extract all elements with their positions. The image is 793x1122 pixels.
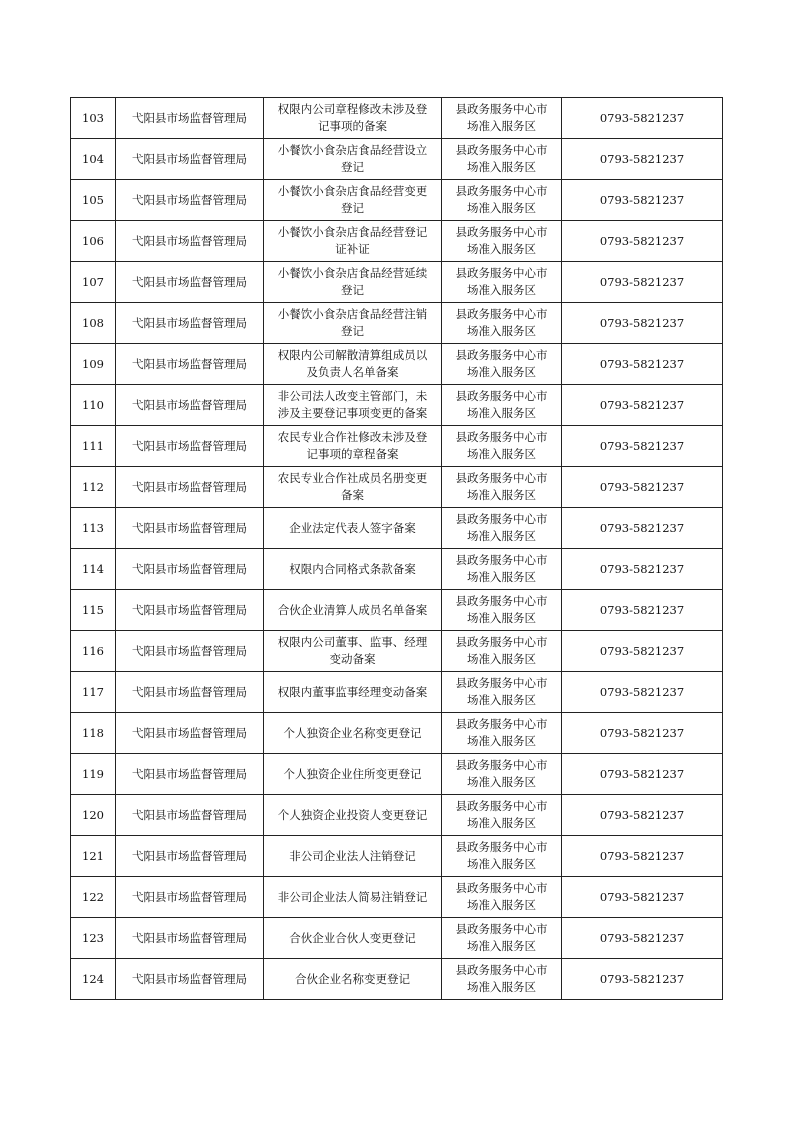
- row-number: [71, 918, 116, 959]
- service-location-cell-text: 县政务服务中心市场准入服务区: [455, 881, 548, 912]
- service-item-cell-text: 小餐饮小食杂店食品经营变更登记: [277, 184, 428, 215]
- table-row: [71, 672, 723, 713]
- department-cell: [116, 959, 264, 1000]
- phone-cell-text: 0793-5821237: [599, 356, 685, 371]
- service-location-cell-text: 县政务服务中心市场准入服务区: [455, 922, 548, 953]
- row-number: [71, 754, 116, 795]
- department-cell-text: 弋阳县市场监督管理局: [132, 315, 247, 330]
- phone-cell-text: 0793-5821237: [599, 889, 685, 904]
- service-location-cell: [442, 262, 562, 303]
- service-location-cell: [442, 508, 562, 549]
- department-cell: [116, 549, 264, 590]
- row-number: [71, 713, 116, 754]
- department-cell-text: 弋阳县市场监督管理局: [132, 520, 247, 535]
- service-item-cell-text: 农民专业合作社成员名册变更备案: [277, 471, 428, 502]
- row-number-text: 103: [82, 110, 104, 125]
- table-row: [71, 877, 723, 918]
- service-item-cell-text: 非公司法人改变主管部门，未涉及主要登记事项变更的备案: [277, 389, 428, 420]
- phone-cell: [562, 98, 723, 139]
- phone-cell-text: 0793-5821237: [599, 684, 685, 699]
- row-number: [71, 877, 116, 918]
- department-cell: [116, 590, 264, 631]
- table-row: [71, 180, 723, 221]
- table-row: [71, 344, 723, 385]
- phone-cell-text: 0793-5821237: [599, 438, 685, 453]
- row-number: [71, 385, 116, 426]
- service-item-cell-text: 小餐饮小食杂店食品经营设立登记: [277, 143, 428, 174]
- service-location-cell: [442, 877, 562, 918]
- department-cell: [116, 467, 264, 508]
- phone-cell: [562, 303, 723, 344]
- department-cell-text: 弋阳县市场监督管理局: [132, 725, 247, 740]
- service-location-cell-text: 县政务服务中心市场准入服务区: [455, 225, 548, 256]
- department-cell: [116, 139, 264, 180]
- service-location-cell: [442, 959, 562, 1000]
- service-item-cell-text: 小餐饮小食杂店食品经营注销登记: [277, 307, 428, 338]
- phone-cell: [562, 221, 723, 262]
- table-row: [71, 98, 723, 139]
- department-cell-text: 弋阳县市场监督管理局: [132, 889, 247, 904]
- department-cell-text: 弋阳县市场监督管理局: [132, 643, 247, 658]
- department-cell-text: 弋阳县市场监督管理局: [132, 602, 247, 617]
- row-number-text: 123: [82, 930, 104, 945]
- row-number: [71, 139, 116, 180]
- service-location-cell: [442, 139, 562, 180]
- service-location-cell-text: 县政务服务中心市场准入服务区: [455, 635, 548, 666]
- service-item-cell-text: 权限内公司章程修改未涉及登记事项的备案: [277, 102, 428, 133]
- service-item-cell-text: 权限内董事监事经理变动备案: [277, 684, 428, 699]
- phone-cell: [562, 672, 723, 713]
- service-location-cell: [442, 836, 562, 877]
- service-item-cell: [264, 467, 442, 508]
- table-row: [71, 713, 723, 754]
- department-cell-text: 弋阳县市场监督管理局: [132, 930, 247, 945]
- service-item-cell: [264, 139, 442, 180]
- department-cell: [116, 98, 264, 139]
- department-cell-text: 弋阳县市场监督管理局: [132, 807, 247, 822]
- row-number-text: 105: [82, 192, 104, 207]
- service-item-cell-text: 农民专业合作社修改未涉及登记事项的章程备案: [277, 430, 428, 461]
- row-number-text: 121: [82, 848, 104, 863]
- department-cell-text: 弋阳县市场监督管理局: [132, 971, 247, 986]
- phone-cell-text: 0793-5821237: [599, 274, 685, 289]
- service-item-cell: [264, 672, 442, 713]
- phone-cell-text: 0793-5821237: [599, 397, 685, 412]
- row-number: [71, 426, 116, 467]
- service-item-cell: [264, 508, 442, 549]
- phone-cell: [562, 385, 723, 426]
- phone-cell: [562, 590, 723, 631]
- department-cell: [116, 672, 264, 713]
- service-item-cell-text: 个人独资企业投资人变更登记: [277, 807, 428, 822]
- service-item-cell-text: 权限内公司解散清算组成员以及负责人名单备案: [277, 348, 428, 379]
- table-row: [71, 262, 723, 303]
- phone-cell-text: 0793-5821237: [599, 602, 685, 617]
- phone-cell-text: 0793-5821237: [599, 807, 685, 822]
- row-number-text: 111: [82, 438, 104, 453]
- service-location-cell-text: 县政务服务中心市场准入服务区: [455, 676, 548, 707]
- department-cell: [116, 877, 264, 918]
- phone-cell-text: 0793-5821237: [599, 110, 685, 125]
- phone-cell-text: 0793-5821237: [599, 643, 685, 658]
- table-row: [71, 631, 723, 672]
- phone-cell: [562, 631, 723, 672]
- service-item-cell: [264, 713, 442, 754]
- department-cell: [116, 508, 264, 549]
- department-cell: [116, 344, 264, 385]
- service-location-cell-text: 县政务服务中心市场准入服务区: [455, 594, 548, 625]
- phone-cell: [562, 713, 723, 754]
- service-item-cell: [264, 303, 442, 344]
- service-location-cell: [442, 754, 562, 795]
- service-location-cell: [442, 180, 562, 221]
- row-number-text: 112: [82, 479, 104, 494]
- phone-cell: [562, 795, 723, 836]
- row-number: [71, 467, 116, 508]
- row-number-text: 109: [82, 356, 104, 371]
- department-cell: [116, 180, 264, 221]
- row-number-text: 106: [82, 233, 104, 248]
- department-cell-text: 弋阳县市场监督管理局: [132, 479, 247, 494]
- department-cell: [116, 631, 264, 672]
- department-cell-text: 弋阳县市场监督管理局: [132, 438, 247, 453]
- table-row: [71, 795, 723, 836]
- phone-cell-text: 0793-5821237: [599, 848, 685, 863]
- service-location-cell-text: 县政务服务中心市场准入服务区: [455, 307, 548, 338]
- phone-cell-text: 0793-5821237: [599, 561, 685, 576]
- department-cell: [116, 262, 264, 303]
- department-cell-text: 弋阳县市场监督管理局: [132, 151, 247, 166]
- row-number: [71, 221, 116, 262]
- service-item-cell-text: 非公司企业法人简易注销登记: [277, 889, 428, 904]
- phone-cell: [562, 754, 723, 795]
- row-number-text: 117: [82, 684, 104, 699]
- service-item-cell: [264, 385, 442, 426]
- department-cell-text: 弋阳县市场监督管理局: [132, 766, 247, 781]
- service-location-cell-text: 县政务服务中心市场准入服务区: [455, 512, 548, 543]
- phone-cell: [562, 549, 723, 590]
- service-location-cell: [442, 549, 562, 590]
- phone-cell-text: 0793-5821237: [599, 151, 685, 166]
- service-location-cell: [442, 713, 562, 754]
- row-number: [71, 344, 116, 385]
- service-location-cell: [442, 918, 562, 959]
- row-number: [71, 631, 116, 672]
- row-number: [71, 959, 116, 1000]
- phone-cell-text: 0793-5821237: [599, 192, 685, 207]
- service-location-cell: [442, 467, 562, 508]
- row-number: [71, 590, 116, 631]
- row-number-text: 116: [82, 643, 104, 658]
- department-cell: [116, 754, 264, 795]
- phone-cell-text: 0793-5821237: [599, 766, 685, 781]
- service-location-cell-text: 县政务服务中心市场准入服务区: [455, 102, 548, 133]
- department-cell: [116, 918, 264, 959]
- department-cell-text: 弋阳县市场监督管理局: [132, 192, 247, 207]
- service-location-cell-text: 县政务服务中心市场准入服务区: [455, 471, 548, 502]
- row-number-text: 110: [82, 397, 104, 412]
- department-cell-text: 弋阳县市场监督管理局: [132, 110, 247, 125]
- row-number: [71, 180, 116, 221]
- service-location-cell-text: 县政务服务中心市场准入服务区: [455, 266, 548, 297]
- service-location-cell-text: 县政务服务中心市场准入服务区: [455, 430, 548, 461]
- department-cell-text: 弋阳县市场监督管理局: [132, 274, 247, 289]
- service-item-cell: [264, 836, 442, 877]
- service-location-cell: [442, 385, 562, 426]
- table-row: [71, 426, 723, 467]
- service-location-cell-text: 县政务服务中心市场准入服务区: [455, 553, 548, 584]
- phone-cell-text: 0793-5821237: [599, 971, 685, 986]
- phone-cell-text: 0793-5821237: [599, 479, 685, 494]
- service-item-cell-text: 权限内合同格式条款备案: [289, 561, 416, 576]
- table-row: [71, 836, 723, 877]
- service-item-cell-text: 合伙企业名称变更登记: [295, 971, 410, 986]
- table-row: [71, 959, 723, 1000]
- phone-cell-text: 0793-5821237: [599, 233, 685, 248]
- table-row: [71, 508, 723, 549]
- service-location-cell: [442, 303, 562, 344]
- department-cell-text: 弋阳县市场监督管理局: [132, 561, 247, 576]
- row-number: [71, 98, 116, 139]
- row-number-text: 113: [82, 520, 104, 535]
- table-row: [71, 385, 723, 426]
- row-number-text: 120: [82, 807, 104, 822]
- service-location-cell-text: 县政务服务中心市场准入服务区: [455, 758, 548, 789]
- service-location-cell-text: 县政务服务中心市场准入服务区: [455, 840, 548, 871]
- service-item-cell-text: 企业法定代表人签字备案: [289, 520, 416, 535]
- service-item-cell-text: 小餐饮小食杂店食品经营延续登记: [277, 266, 428, 297]
- row-number: [71, 549, 116, 590]
- service-location-cell-text: 县政务服务中心市场准入服务区: [455, 143, 548, 174]
- service-location-cell-text: 县政务服务中心市场准入服务区: [455, 799, 548, 830]
- service-location-cell-text: 县政务服务中心市场准入服务区: [455, 348, 548, 379]
- row-number-text: 114: [82, 561, 104, 576]
- table-row: [71, 303, 723, 344]
- phone-cell: [562, 959, 723, 1000]
- department-cell-text: 弋阳县市场监督管理局: [132, 233, 247, 248]
- service-item-cell: [264, 98, 442, 139]
- service-item-cell: [264, 262, 442, 303]
- department-cell: [116, 836, 264, 877]
- service-item-cell-text: 个人独资企业住所变更登记: [283, 766, 422, 781]
- service-location-cell: [442, 631, 562, 672]
- phone-cell-text: 0793-5821237: [599, 725, 685, 740]
- department-cell: [116, 426, 264, 467]
- service-item-cell-text: 合伙企业清算人成员名单备案: [277, 602, 428, 617]
- service-item-cell: [264, 877, 442, 918]
- row-number-text: 115: [82, 602, 104, 617]
- row-number: [71, 795, 116, 836]
- service-location-cell: [442, 221, 562, 262]
- department-cell: [116, 221, 264, 262]
- phone-cell-text: 0793-5821237: [599, 315, 685, 330]
- service-location-cell: [442, 795, 562, 836]
- service-item-cell: [264, 918, 442, 959]
- service-item-cell: [264, 959, 442, 1000]
- row-number-text: 107: [82, 274, 104, 289]
- phone-cell-text: 0793-5821237: [599, 930, 685, 945]
- phone-cell: [562, 918, 723, 959]
- service-location-cell: [442, 98, 562, 139]
- table-row: [71, 467, 723, 508]
- service-item-cell: [264, 344, 442, 385]
- service-item-cell-text: 权限内公司董事、监事、经理变动备案: [277, 635, 428, 666]
- service-table: [70, 97, 723, 1000]
- department-cell: [116, 795, 264, 836]
- service-location-cell: [442, 344, 562, 385]
- row-number-text: 124: [82, 971, 104, 986]
- row-number-text: 108: [82, 315, 104, 330]
- service-location-cell-text: 县政务服务中心市场准入服务区: [455, 717, 548, 748]
- phone-cell: [562, 467, 723, 508]
- service-item-cell: [264, 795, 442, 836]
- service-item-cell: [264, 631, 442, 672]
- table-row: [71, 139, 723, 180]
- service-location-cell: [442, 426, 562, 467]
- table-body: [71, 98, 723, 1000]
- row-number: [71, 508, 116, 549]
- row-number: [71, 836, 116, 877]
- service-location-cell: [442, 672, 562, 713]
- phone-cell: [562, 508, 723, 549]
- phone-cell: [562, 139, 723, 180]
- row-number: [71, 672, 116, 713]
- table-row: [71, 221, 723, 262]
- phone-cell: [562, 426, 723, 467]
- table-row: [71, 549, 723, 590]
- department-cell-text: 弋阳县市场监督管理局: [132, 684, 247, 699]
- phone-cell: [562, 877, 723, 918]
- phone-cell: [562, 836, 723, 877]
- department-cell: [116, 385, 264, 426]
- table-row: [71, 754, 723, 795]
- department-cell-text: 弋阳县市场监督管理局: [132, 397, 247, 412]
- row-number-text: 118: [82, 725, 104, 740]
- service-item-cell: [264, 590, 442, 631]
- department-cell: [116, 303, 264, 344]
- phone-cell-text: 0793-5821237: [599, 520, 685, 535]
- service-item-cell-text: 小餐饮小食杂店食品经营登记证补证: [277, 225, 428, 256]
- service-item-cell-text: 非公司企业法人注销登记: [289, 848, 416, 863]
- department-cell-text: 弋阳县市场监督管理局: [132, 356, 247, 371]
- row-number-text: 122: [82, 889, 104, 904]
- phone-cell: [562, 262, 723, 303]
- service-item-cell: [264, 180, 442, 221]
- service-location-cell-text: 县政务服务中心市场准入服务区: [455, 184, 548, 215]
- department-cell: [116, 713, 264, 754]
- row-number: [71, 262, 116, 303]
- table-row: [71, 590, 723, 631]
- table-row: [71, 918, 723, 959]
- service-item-cell-text: 合伙企业合伙人变更登记: [289, 930, 416, 945]
- service-item-cell: [264, 754, 442, 795]
- service-item-cell-text: 个人独资企业名称变更登记: [283, 725, 422, 740]
- row-number-text: 104: [82, 151, 104, 166]
- service-item-cell: [264, 549, 442, 590]
- service-item-cell: [264, 426, 442, 467]
- service-item-cell: [264, 221, 442, 262]
- service-location-cell-text: 县政务服务中心市场准入服务区: [455, 963, 548, 994]
- service-location-cell-text: 县政务服务中心市场准入服务区: [455, 389, 548, 420]
- department-cell-text: 弋阳县市场监督管理局: [132, 848, 247, 863]
- phone-cell: [562, 180, 723, 221]
- phone-cell: [562, 344, 723, 385]
- service-location-cell: [442, 590, 562, 631]
- row-number-text: 119: [82, 766, 104, 781]
- row-number: [71, 303, 116, 344]
